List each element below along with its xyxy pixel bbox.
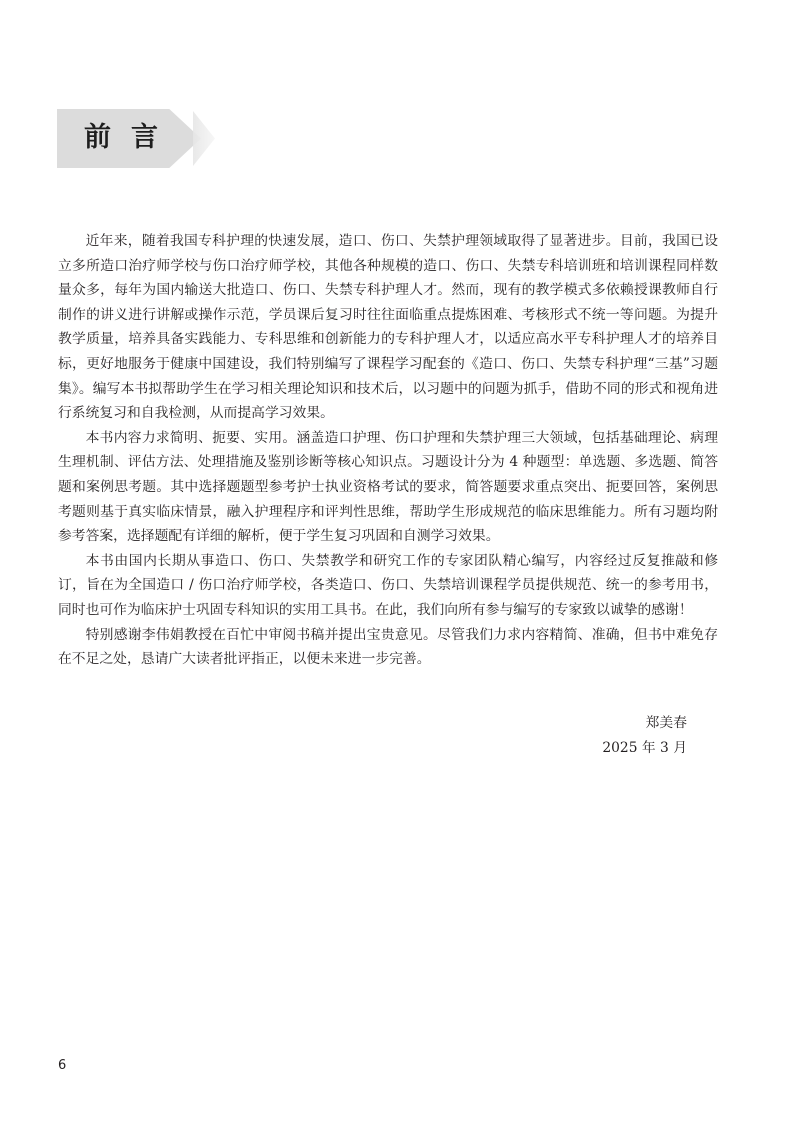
signature-date: 2025 年 3 月 xyxy=(602,740,687,756)
preface-body xyxy=(58,229,718,672)
paragraph-2: 本书内容力求简明、扼要、实用。涵盖造口护理、伤口护理和失禁护理三大领域，包括基础理论、病理生理机制、评估方法、处理措施及鉴别诊断等核心知识点。习题设计分为 4 种题型：单选题、多选题、简答题和案例思考题。其中选择题题型参考护士执业资格考试的要求，简答题要求重点突出、扼要回答，案例思考题则基于真实临床情景，融入护理程序和评判性思维，帮助学生形成规范的临床思维能力。所有习题均附参考答案，选择题配有详细的解析，便于学生复习巩固和自测学习效果。 xyxy=(58,429,718,545)
paragraph-3: 本书由国内长期从事造口、伤口、失禁教学和研究工作的专家团队精心编写，内容经过反复推敲和修订，旨在为全国造口 / 伤口治疗师学校，各类造口、伤口、失禁培训课程学员提供规范、统一的参考用书，同时也可作为临床护士巩固专科知识的实用工具书。在此，我们向所有参与编写的专家致以诚挚的感谢！ xyxy=(58,552,718,618)
signature-block xyxy=(602,711,687,761)
page-number: 6 xyxy=(58,1058,67,1073)
page-title: 前言 xyxy=(84,122,178,153)
paragraph-4: 特别感谢李伟娟教授在百忙中审阅书稿并提出宝贵意见。尽管我们力求内容精简、准确，但书中难免存在不足之处，恳请广大读者批评指正，以便未来进一步完善。 xyxy=(58,626,718,668)
paragraph-1: 近年来，随着我国专科护理的快速发展，造口、伤口、失禁护理领域取得了显著进步。目前，我国已设立多所造口治疗师学校与伤口治疗师学校，其他各种规模的造口、伤口、失禁专科培训班和培训课程同样数量众多，每年为国内输送大批造口、伤口、失禁专科护理人才。然而，现有的教学模式多依赖授课教师自行制作的讲义进行讲解或操作示范，学员课后复习时往往面临重点提炼困难、考核形式不统一等问题。为提升教学质量，培养具备实践能力、专科思维和创新能力的专科护理人才，以适应高水平专科护理人才的培养目标，更好地服务于健康中国建设，我们特别编写了课程学习配套的《造口、伤口、失禁专科护理“三基”习题集》。编写本书拟帮助学生在学习相关理论知识和技术后，以习题中的问题为抓手，借助不同的形式和视角进行系统复习和自我检测，从而提高学习效果。 xyxy=(58,233,718,422)
author-name: 郑美春 xyxy=(645,715,687,731)
title-banner-fold xyxy=(193,111,215,166)
